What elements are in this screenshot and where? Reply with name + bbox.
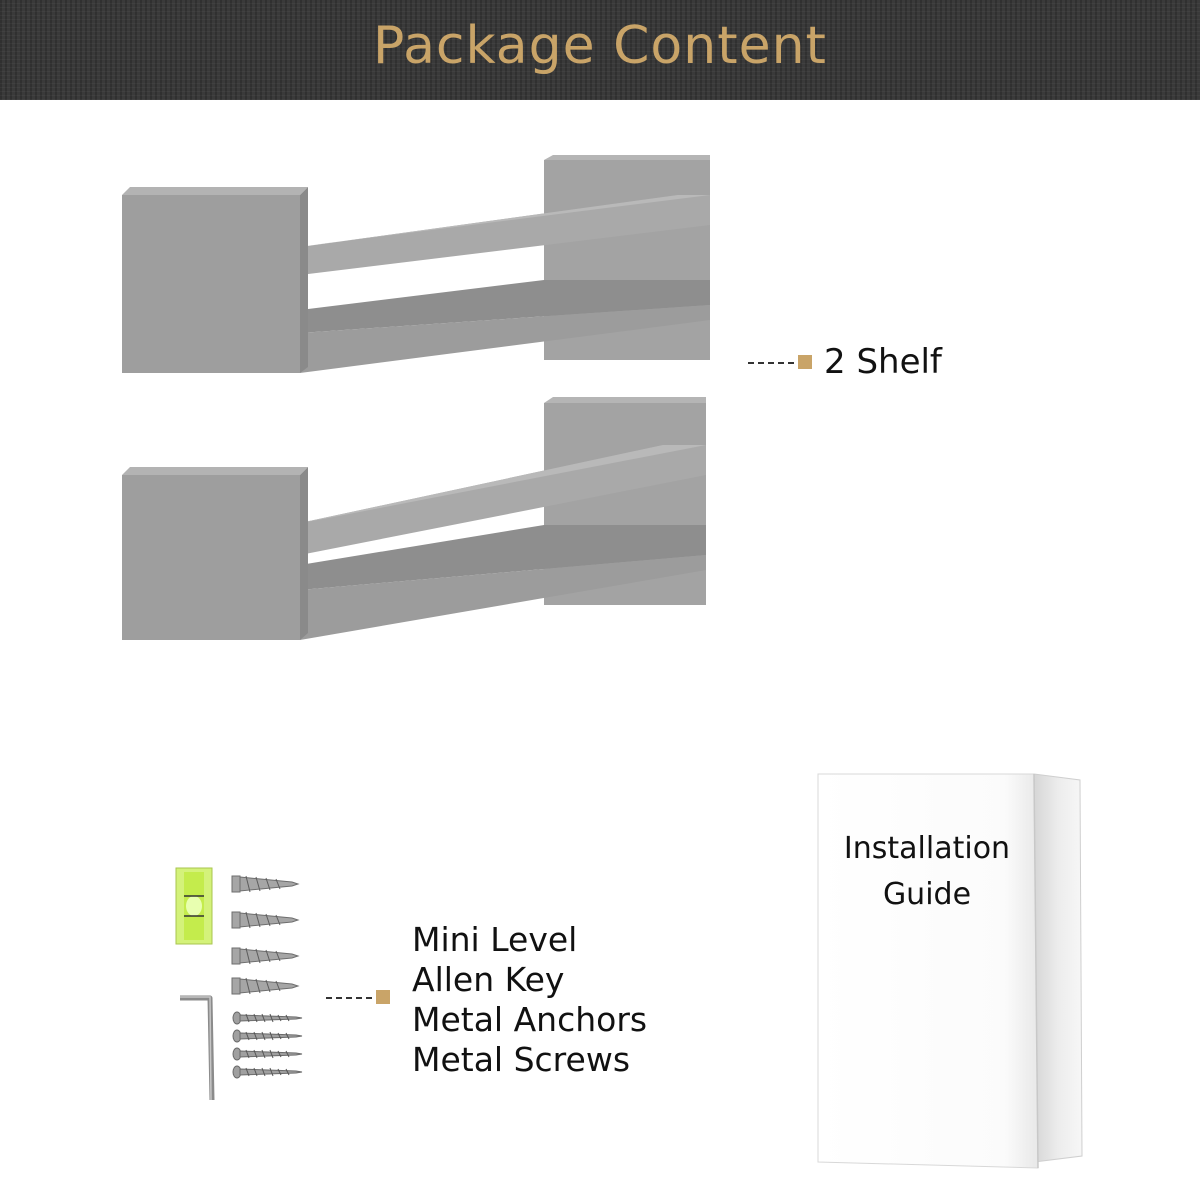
- list-item: Allen Key: [412, 960, 565, 999]
- shelf-illustration: [118, 155, 718, 380]
- page-title: Package Content: [373, 16, 827, 76]
- booklet-title-line1: Installation: [843, 831, 1011, 866]
- marker-square-icon: [798, 355, 812, 369]
- list-item: Metal Anchors: [412, 1000, 648, 1039]
- shelf-label: [748, 342, 942, 382]
- allen-key-icon: [180, 997, 212, 1100]
- shelf-illustration: [118, 395, 718, 645]
- connector-line: [748, 362, 794, 364]
- mini-level-icon: [176, 868, 212, 944]
- shelf-label-text: 2 Shelf: [824, 342, 942, 382]
- connector-line: [326, 997, 372, 999]
- list-item: Metal Screws: [412, 1040, 631, 1079]
- screw-icon: [233, 1012, 302, 1078]
- header-banner: [0, 0, 1200, 100]
- hardware-list: [412, 920, 647, 1080]
- booklet-title: [820, 826, 1034, 918]
- hardware-illustration: [170, 862, 315, 1102]
- booklet-title-line2: Guide: [882, 877, 972, 912]
- anchor-icon: [232, 876, 298, 994]
- list-item: Mini Level: [412, 920, 578, 959]
- parts-connector: [326, 990, 402, 1004]
- marker-square-icon: [376, 990, 390, 1004]
